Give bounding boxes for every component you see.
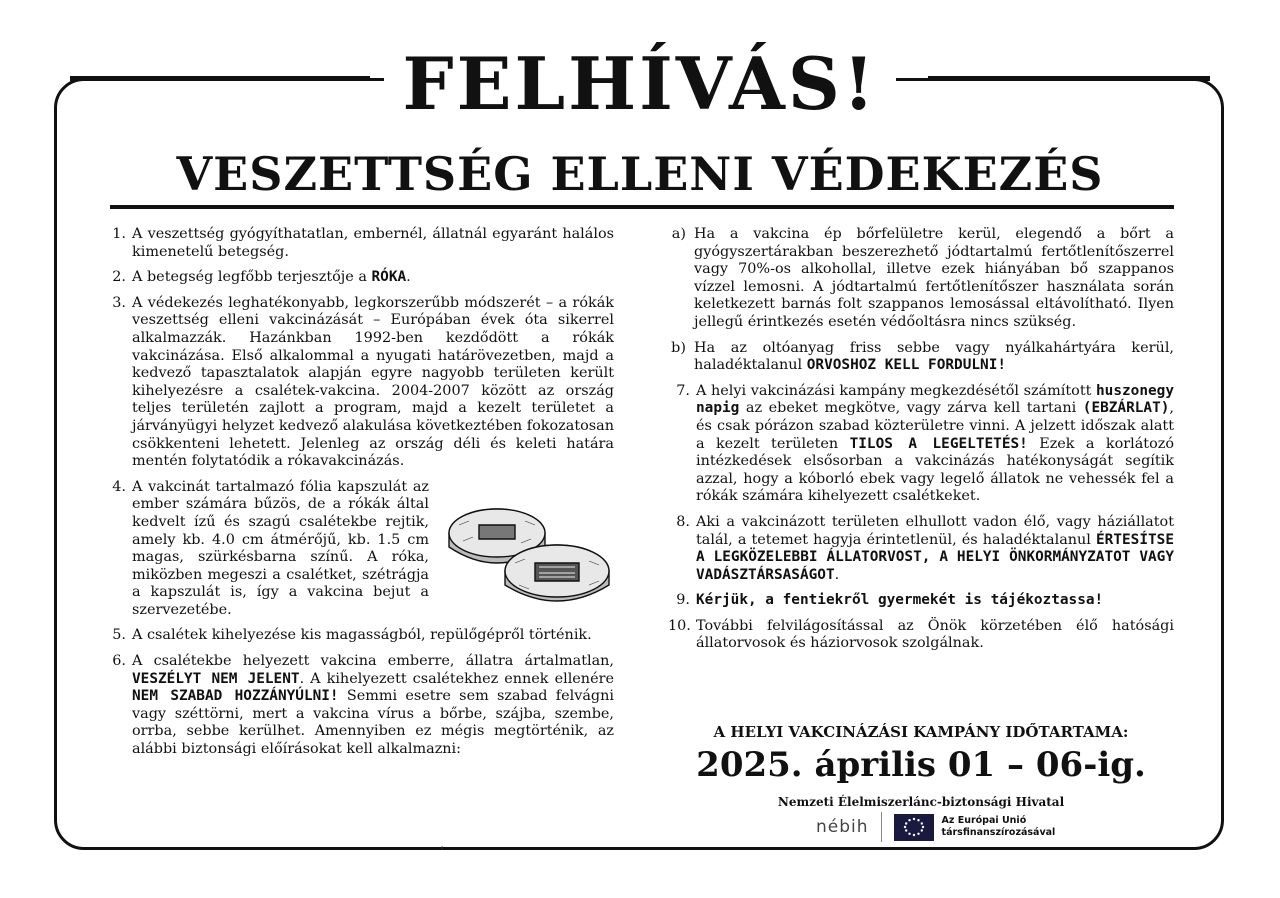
list-item-text: A veszettség gyógyíthatatlan, embernél, állatnál egyaránt halálos kimenetelű betegség. [132, 226, 614, 260]
list-item [104, 479, 614, 620]
list-item [668, 618, 1174, 653]
campaign-label: A HELYI VAKCINÁZÁSI KAMPÁNY IDŐTARTAMA: [713, 723, 1129, 741]
campaign-date: 2025. április 01 – 06-ig. [696, 745, 1146, 785]
list-item-text: A betegség legfőbb terjesztője a RÓKA. [132, 269, 411, 286]
eu-text-line2: társfinanszírozásával [941, 827, 1056, 838]
subtitle-rule [110, 205, 1174, 209]
logo-strip [816, 812, 1055, 842]
list-item-number: a) [671, 226, 686, 242]
list-item-number: 7. [676, 382, 690, 399]
eu-flag-icon [894, 814, 934, 841]
list-item-number: 5. [112, 627, 126, 644]
list-item-text: Aki a vakcinázott területen elhullott vadon élő, vagy háziállatot talál, a tetemet hagyja érintetlenül, és haladéktalanul ÉRTESÍTSE A LEGKÖZELEBBI ÁLLATORVOST, A HELYI ÖNKORMÁNYZATOT VAGY VADÁSZTÁRSASÁGOT. [696, 513, 1174, 583]
list-item-text: A vakcinát tartalmazó fólia kapszulát az ember számára bűzös, de a rókák által kedvelt ízű és szagú csalétekbe rejtik, amely kb. 4.0 cm átmérőjű, kb. 1.5 cm magas, szürkésbarna színű. A róka, miközben megeszi a csalétket, szétrágja a kapszulát is, így a vakcina bejut a szervezetébe. [132, 479, 614, 620]
list-item-number: 9. [676, 592, 690, 609]
list-item [668, 383, 1174, 506]
eu-cofinancing-text [942, 815, 1056, 839]
list-item-text: További felvilágosítással az Önök körzetében élő hatósági állatorvosok és háziorvosok szolgálnak. [696, 617, 1174, 652]
eu-text-line1: Az Európai Unió [941, 815, 1027, 826]
list-item-number: 10. [668, 617, 691, 634]
list-item [668, 340, 1174, 375]
logo-separator [881, 812, 882, 842]
list-item-number: 1. [112, 226, 126, 242]
list-item-number: 6. [112, 653, 126, 670]
list-item [668, 226, 1174, 332]
list-item-text: Kérjük, a fentiekről gyermekét is tájékoztassa! [696, 592, 1104, 609]
title-wrap [0, 42, 1280, 126]
list-item-text: Ha a vakcina ép bőrfelületre kerül, elegendő a bőrt a gyógyszertárakban beszerezhető jódtartalmú fertőtlenítőszerrel vagy 70%-os alkohollal, illetve ezek hiányában bő szappanos vízzel lemosni. A jódtartalmú fertőtlenítőszer használata során keletkezett barnás folt szappanos lemosással eltávolítható. Ilyen jellegű érintkezés esetén védőoltásra nincs szükség. [694, 226, 1174, 330]
list-item-number: 3. [112, 294, 126, 311]
list-item [104, 653, 614, 759]
page-subtitle: VESZETTSÉG ELLENI VÉDEKEZÉS [176, 147, 1104, 201]
left-column [104, 226, 614, 767]
list-item-number: 2. [112, 269, 126, 286]
bait-capsule-illustration [439, 485, 614, 613]
list-item [668, 514, 1174, 584]
list-item-text: A helyi vakcinázási kampány megkezdésétől számított huszonegy napig az ebeket megkötve, vagy zárva kell tartani (EBZÁRLAT), és csak pórázon szabad közterületre vinni. A jelzett időszak alatt a kezelt területen TILOS A LEGELTETÉS! Ezek a korlátozó intézkedések elsősorban a vakcinázás hatékonyságát segítik azzal, hogy a kóborló ebek vagy legelő állatok ne vehessék fel a rókák számára kihelyezett csalétkeket. [696, 382, 1174, 505]
list-item [104, 226, 614, 261]
list-item [104, 269, 614, 287]
list-item-text: Ha az oltóanyag friss sebbe vagy nyálkahártyára kerül, haladéktalanul ORVOSHOZ KELL FORDULNI! [694, 339, 1174, 374]
page-title: FELHÍVÁS! [384, 42, 895, 126]
agency-name: Nemzeti Élelmiszerlánc-biztonsági Hivatal [777, 795, 1065, 809]
list-item-number: b) [671, 339, 686, 356]
list-item [104, 627, 614, 645]
list-item-number: 8. [676, 513, 690, 530]
list-item [104, 295, 614, 471]
list-item-text: A csalétekbe helyezett vakcina emberre, állatra ártalmatlan, VESZÉLYT NEM JELENT. A kihelyezett csalétekhez ennek ellenére NEM SZABAD HOZZÁNYÚLNI! Semmi esetre sem szabad felvágni vagy széttörni, mert a vakcina vírus a bőrbe, szájba, szembe, orrba, sebbe kerülhet. Amennyiben ez mégis megtörténik, az alábbi biztonsági előírásokat kell alkalmazni: [132, 653, 614, 758]
list-item-text: A védekezés leghatékonyabb, legkorszerűbb módszerét – a rókák veszettség elleni vakcinázását – Európában évek óta sikerrel alkalmazzák. Hazánkban 1992-ben kezdődött a rókák vakcinázása. Első alkalommal a nyugati határövezetben, majd a kedvező tapasztalatok alapján egyre nagyobb területen került kihelyezésre a csalétek-vakcina. 2004-2007 között az ország teljes területén zajlott a program, majd a kezelt területet a járványügyi helyzet kedvező alakulása következtében fokozatosan csökkenteni lehetett. Jelenleg az ország déli és keleti határa mentén folytatódik a rókavakcinázás. [132, 294, 614, 470]
campaign-box [668, 722, 1174, 810]
pen-mark: ˌ [440, 836, 444, 852]
list-item [668, 592, 1174, 610]
right-column [668, 226, 1174, 661]
nebih-logo: nébih [816, 817, 869, 837]
list-item-text: A csalétek kihelyezése kis magasságból, repülőgépről történik. [132, 627, 592, 644]
list-item-number: 4. [112, 478, 126, 495]
